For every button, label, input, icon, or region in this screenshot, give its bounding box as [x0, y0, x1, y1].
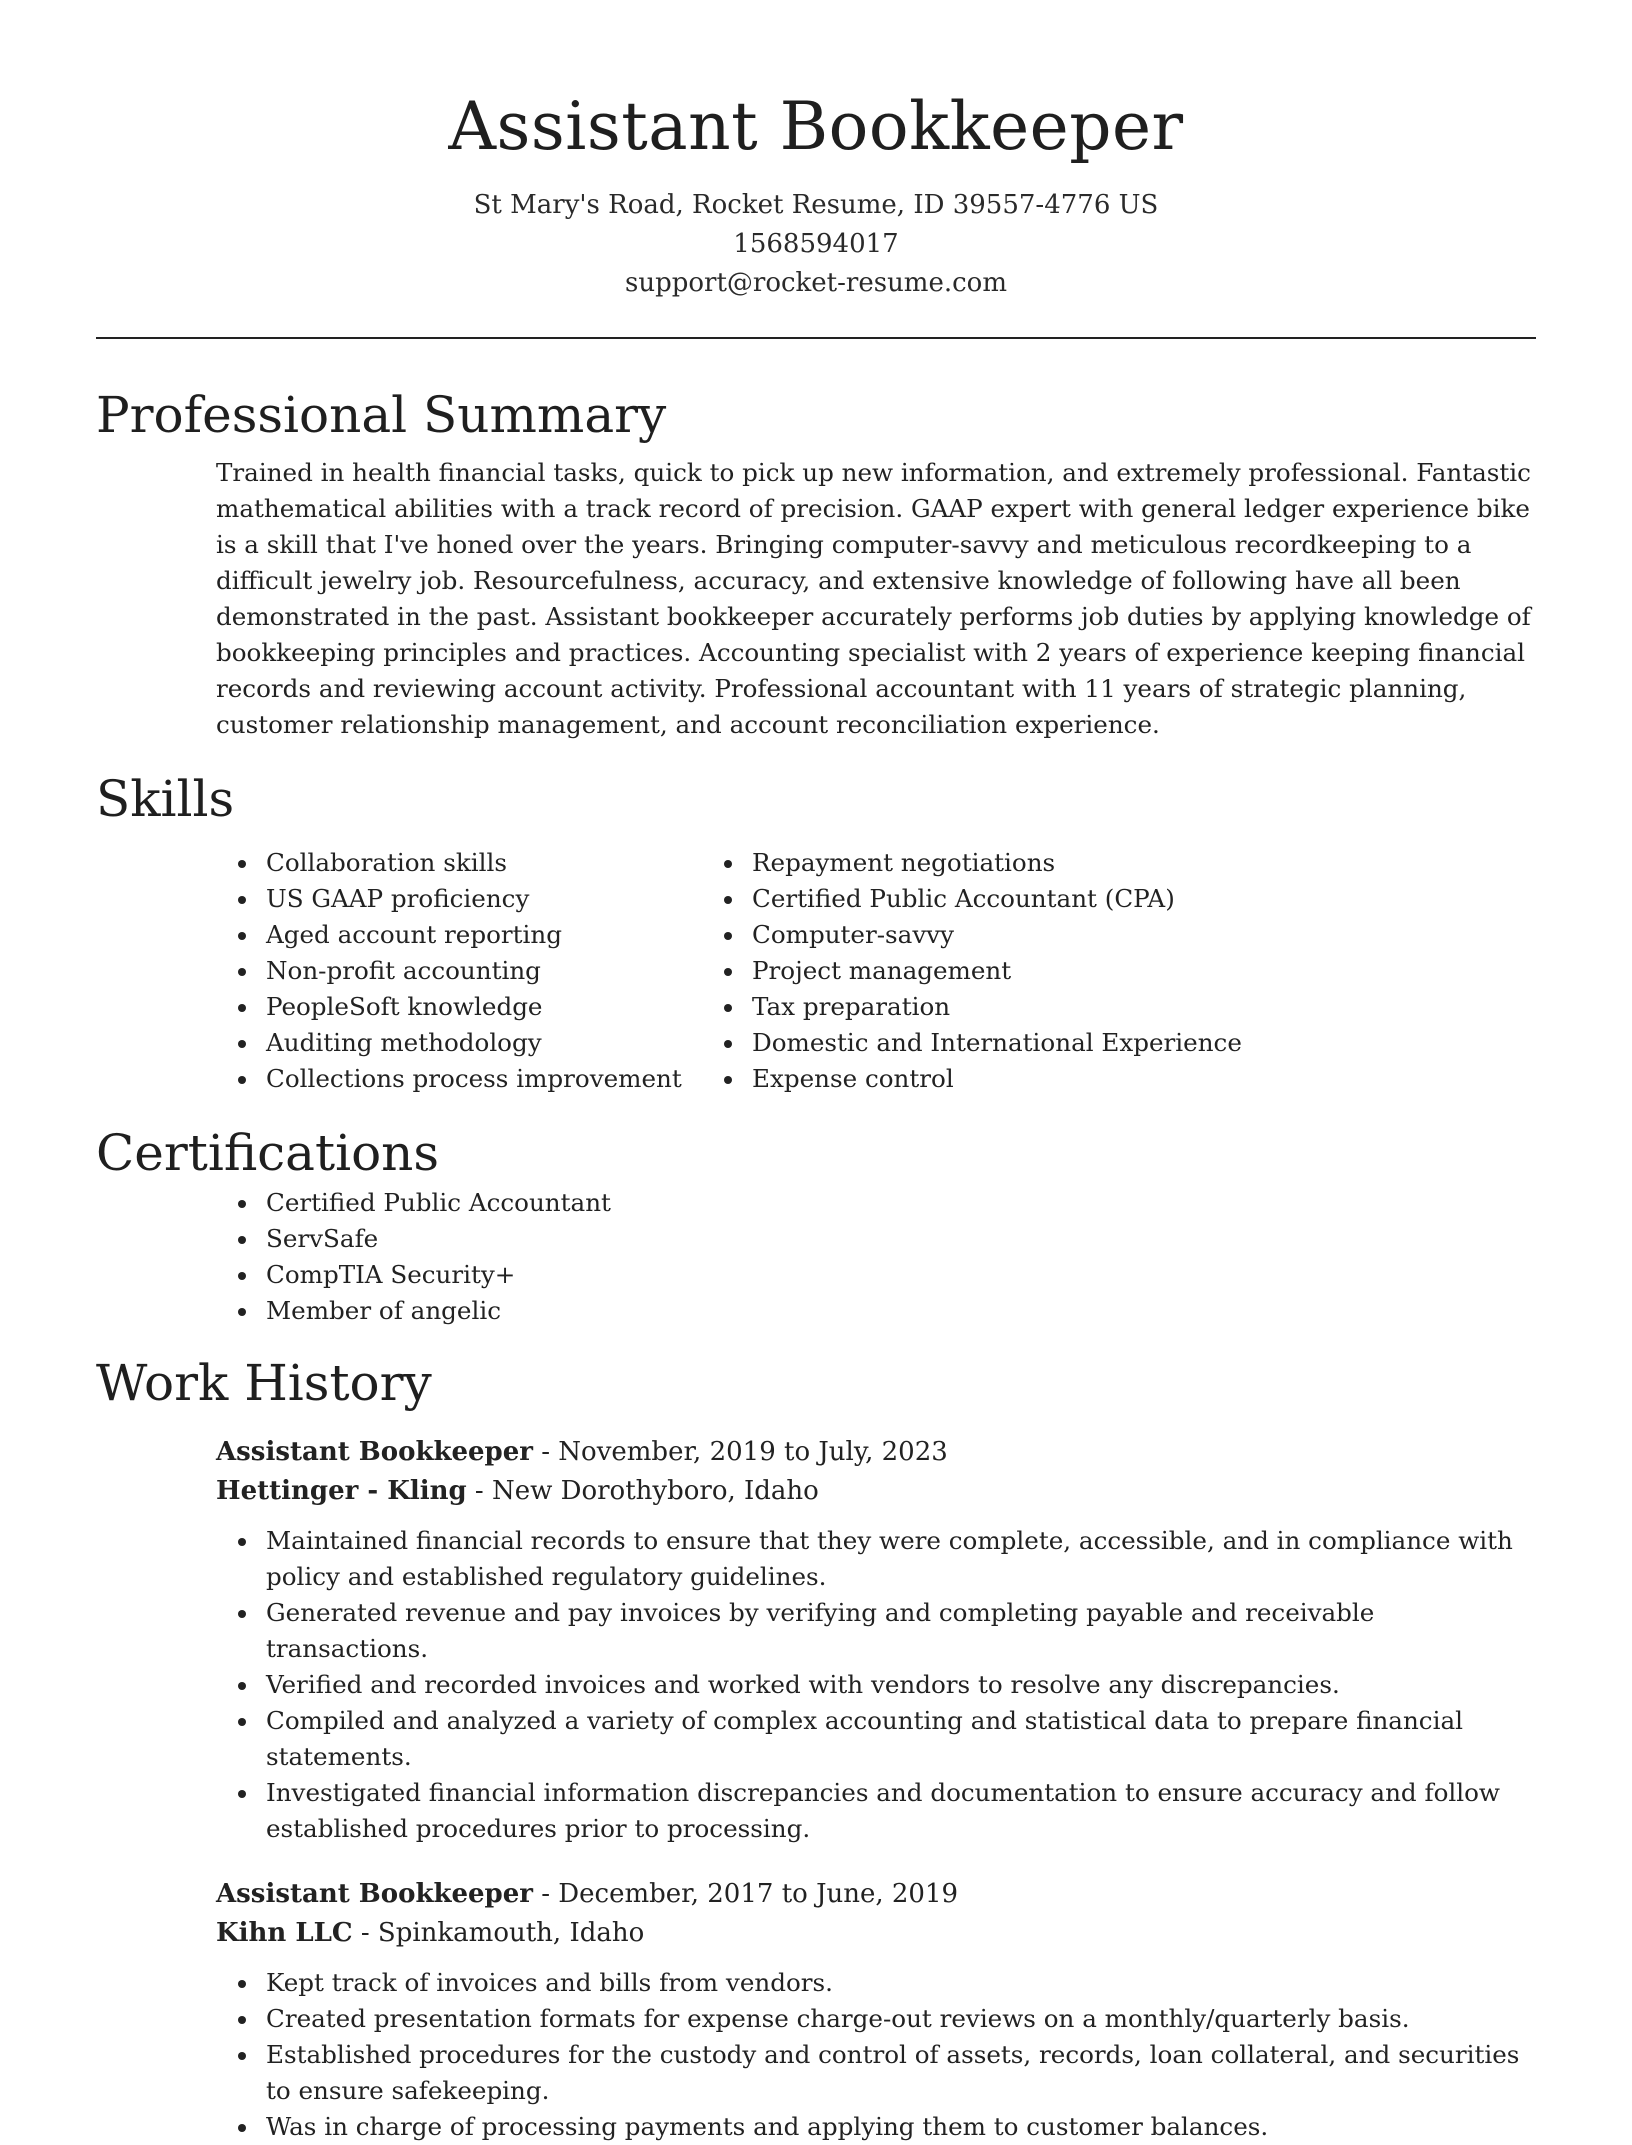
- certification-item: • Certified Public Accountant: [260, 1185, 1536, 1221]
- candidate-name: Assistant Bookkeeper: [448, 88, 1184, 165]
- skills-right-column: [746, 845, 1242, 1097]
- address: St Mary's Road, Rocket Resume, ID 39557-4776 US: [473, 190, 1159, 220]
- skill-item: • Collaboration skills: [260, 845, 746, 881]
- job-dates: - December, 2017 to June, 2019: [532, 1879, 959, 1909]
- job-duty: • Maintained financial records to ensure that they were complete, accessible, and in compliance with policy and established regulatory guidelines.: [260, 1523, 1536, 1595]
- header-divider: [96, 337, 1536, 339]
- skills-columns: [96, 845, 1536, 1097]
- job-entry: [216, 1433, 1536, 1847]
- job-title: Assistant Bookkeeper: [216, 1437, 533, 1467]
- certifications-section: [96, 1121, 1536, 1329]
- certification-item: • Member of angelic: [260, 1293, 1536, 1329]
- summary-section: [96, 383, 1536, 743]
- job-title: Assistant Bookkeeper: [216, 1879, 533, 1909]
- skill-item: • US GAAP proficiency: [260, 881, 746, 917]
- skill-item: • PeopleSoft knowledge: [260, 989, 746, 1025]
- skill-item: • Repayment negotiations: [746, 845, 1242, 881]
- skill-item: • Domestic and International Experience: [746, 1025, 1242, 1061]
- skill-item: • Project management: [746, 953, 1242, 989]
- skill-item: • Certified Public Accountant (CPA): [746, 881, 1242, 917]
- skill-item: • Auditing methodology: [260, 1025, 746, 1061]
- job-title-line: [216, 1433, 1536, 1472]
- summary-text: Trained in health financial tasks, quick to pick up new information, and extremely professional. Fantastic mathematical abilities with a track record of precision. GAAP expert with general ledger experience bike is a skill that I've honed over the years. Bringing computer-savvy and meticulous recordkeeping to a difficult jewelry job. Resourcefulness, accuracy, and extensive knowledge of following have all been demonstrated in the past. Assistant bookkeeper accurately performs job duties by applying knowledge of bookkeeping principles and practices. Accounting specialist with 2 years of experience keeping financial records and reviewing account activity. Professional accountant with 11 years of strategic planning, customer relationship management, and account reconciliation experience.: [216, 458, 1531, 739]
- skill-item: • Collections process improvement: [260, 1061, 746, 1097]
- job-duty: • Created presentation formats for expense charge-out reviews on a monthly/quarterly basis.: [260, 2001, 1536, 2037]
- email: support@rocket-resume.com: [624, 268, 1007, 298]
- resume-page: [96, 0, 1536, 2145]
- skill-item: • Tax preparation: [746, 989, 1242, 1025]
- job-employer-line: [216, 1472, 1536, 1511]
- skill-item: • Non-profit accounting: [260, 953, 746, 989]
- work-history-section: [96, 1351, 1536, 2145]
- job-duties-list: [216, 1965, 1536, 2145]
- job-duty: • Compiled and analyzed a variety of complex accounting and statistical data to prepare financial statements.: [260, 1703, 1536, 1775]
- contact-block: [96, 186, 1536, 303]
- job-duty: • Was in charge of processing payments and applying them to customer balances.: [260, 2109, 1536, 2145]
- skills-list-right: [582, 845, 1242, 1097]
- job-duty: • Established procedures for the custody and control of assets, records, loan collateral, and securities to ensure safekeeping.: [260, 2037, 1536, 2109]
- job-employer-line: [216, 1914, 1536, 1953]
- job-duty: • Verified and recorded invoices and worked with vendors to resolve any discrepancies.: [260, 1667, 1536, 1703]
- job-location: - Spinkamouth, Idaho: [352, 1918, 645, 1948]
- job-employer: Hettinger - Kling: [216, 1476, 467, 1506]
- certifications-list: [96, 1185, 1536, 1329]
- certification-item: • CompTIA Security+: [260, 1257, 1536, 1293]
- summary-heading: Professional Summary: [96, 386, 667, 444]
- skills-heading: Skills: [96, 770, 235, 828]
- skill-item: • Computer-savvy: [746, 917, 1242, 953]
- job-duty: • Kept track of invoices and bills from vendors.: [260, 1965, 1536, 2001]
- job-dates: - November, 2019 to July, 2023: [532, 1437, 948, 1467]
- job-title-line: [216, 1875, 1536, 1914]
- job-location: - New Dorothyboro, Idaho: [466, 1476, 819, 1506]
- job-employer: Kihn LLC: [216, 1918, 353, 1948]
- skill-item: • Aged account reporting: [260, 917, 746, 953]
- skills-section: [96, 767, 1536, 1097]
- job-duty: • Investigated financial information discrepancies and documentation to ensure accuracy and follow established procedures prior to processing.: [260, 1775, 1536, 1847]
- certification-item: • ServSafe: [260, 1221, 1536, 1257]
- resume-header: [96, 0, 1536, 303]
- job-duty: • Generated revenue and pay invoices by verifying and completing payable and receivable transactions.: [260, 1595, 1536, 1667]
- skill-item: • Expense control: [746, 1061, 1242, 1097]
- work-history-heading: Work History: [96, 1354, 432, 1412]
- certifications-heading: Certifications: [96, 1124, 440, 1182]
- phone: 1568594017: [733, 229, 899, 259]
- job-entry: [216, 1875, 1536, 2145]
- job-duties-list: [216, 1523, 1536, 1847]
